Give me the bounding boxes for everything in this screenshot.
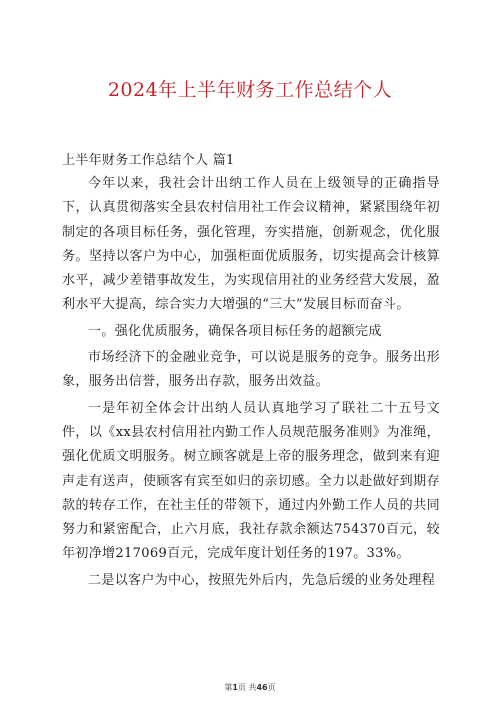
footer-mid: 页 共	[237, 683, 257, 692]
body-paragraph: 一是年初全体会计出纳人员认真地学习了联社二十五号文件，以《xx县农村信用社内勤工作人员规范服务准则》为准绳，强化优质文明服务。树立顾客就是上帝的服务理念，做到来有迎声走有送声，使顾客有宾至如归的亲切感。全力以赴做好到期存款的转存工作，在社主任的带领下，通过内外勤工作人员的共同努力和紧密配合，止六月底，我社存款余额达754370百元，较年初净增217069百元，完成年度计划任务的197。33%。	[62, 400, 440, 562]
footer-suffix: 页	[267, 683, 276, 692]
footer-total-pages: 46	[256, 683, 268, 692]
body-paragraph: 二是以客户为中心，按照先外后内，先急后缓的业务处理程	[88, 572, 436, 588]
document-subtitle: 上半年财务工作总结个人 篇1	[62, 153, 235, 168]
page-footer	[0, 682, 500, 694]
document-body	[62, 172, 440, 593]
footer-page-number: 1	[232, 683, 238, 692]
footer-prefix: 第	[224, 683, 233, 692]
body-paragraph: 市场经济下的金融业竞争，可以说是服务的竞争。服务出形象，服务出信誉，服务出存款，服务出效益。	[62, 350, 440, 390]
document-title: 2024年上半年财务工作总结个人	[107, 79, 393, 101]
section-heading: 一。强化优质服务，确保各项目标任务的超额完成	[88, 323, 382, 339]
body-paragraph: 今年以来，我社会计出纳工作人员在上级领导的正确指导下，认真贯彻落实全县农村信用社工作会议精神，紧紧围绕年初制定的各项目标任务，强化管理，夯实措施，创新观念，优化服务。坚持以客户为中心，加强柜面优质服务，切实提高会计核算水平，减少差错事故发生，为实现信用社的业务经营大发展，盈利水平大提高，综合实力大增强的“三大”发展目标而奋斗。	[62, 176, 440, 313]
